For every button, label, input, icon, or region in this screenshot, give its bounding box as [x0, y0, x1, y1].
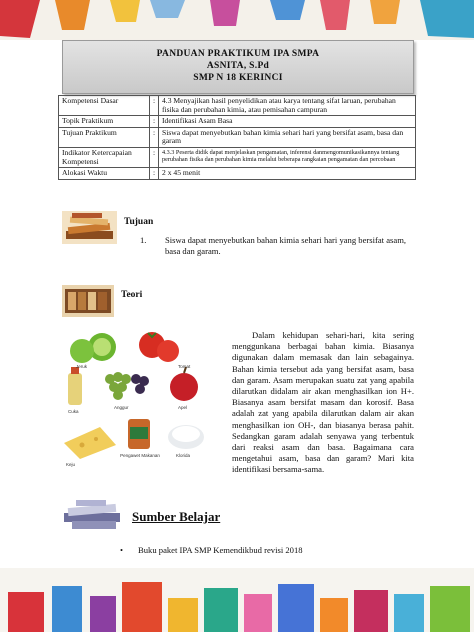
table-value: 2 x 45 menit [159, 168, 416, 180]
table-row [59, 96, 416, 116]
teori-title: Teori [121, 290, 143, 300]
table-separator: : [150, 147, 159, 167]
table-row [59, 127, 416, 147]
table-label: Tujuan Praktikum [59, 127, 150, 147]
table-separator: : [150, 96, 159, 116]
books-icon [62, 285, 114, 317]
bullet: • [120, 545, 124, 555]
sumber-item: Buku paket IPA SMP Kemendikbud revisi 2018 [138, 545, 303, 555]
tujuan-number: 1. [140, 235, 147, 245]
document-header [62, 40, 414, 94]
books-icon [62, 211, 117, 244]
label-tomat: Tomat [178, 364, 191, 369]
tujuan-title: Tujuan [124, 217, 154, 227]
teori-paragraph: Dalam kehidupan sehari-hari, kita sering menggunkana berbagai bahan kimia. Biasanya digunakan dalam memasak dan lain sebagainya. Bahan kimia tersebut ada yang bersifat asam, basa dan garam. Asam merupakan suatu zat yang apabila dilarutkan didalam air akan menghasilkan ion H+. Biasanya asam bersifat masam dan korosif. Basa adalah zat yang apabila dilarutkan dalam air akan menghasilkan ion OH-, dan biasanya berasa pahit. Sedangkan garam adalah senyawa yang terbentuk dari reaksi asam dan basa. Bagaimana cara mengetahui asam, basa dan garam? Mari kita identifikasi bersama-sama. [232, 330, 414, 475]
label-keju: Keju [66, 462, 76, 467]
label-jeruk: Jeruk [76, 364, 88, 369]
table-value: 4.3.3 Peserta didik dapat menjelaskan pengamatan, inferensi danmengomunikasikannya tentang perubahan fisika dan perubahan kimia melalui beberapa rangkaian pengamatan dan percobaan [159, 147, 416, 167]
label-apel: Apel [178, 405, 188, 410]
header-author: ASNITA, S.Pd [206, 61, 270, 71]
table-label: Topik Praktikum [59, 116, 150, 128]
table-row [59, 168, 416, 180]
label-pengawet: Pengawet Makanan [120, 453, 160, 458]
table-row [59, 147, 416, 167]
table-value: Identifikasi Asam Basa [159, 116, 416, 128]
sumber-title: Sumber Belajar [132, 509, 221, 524]
header-school: SMP N 18 KERINCI [193, 73, 283, 83]
acid-base-food-image [60, 327, 225, 477]
label-cuka: Cuka [68, 409, 79, 414]
table-separator: : [150, 116, 159, 128]
table-value: 4.3 Menyajikan hasil penyelidikan atau karya tentang sifat laruan, perubahan fisika dan perubahan kimia, atau pemisahan campuran [159, 96, 416, 116]
label-klorida: Klorida [176, 453, 191, 458]
info-table [58, 95, 416, 180]
table-row [59, 116, 416, 128]
table-label: Kompetensi Dasar [59, 96, 150, 116]
table-value: Siswa dapat menyebutkan bahan kimia sehari hari yang bersifat asam, basa dan garam [159, 127, 416, 147]
table-separator: : [150, 127, 159, 147]
tujuan-item: Siswa dapat menyebutkan bahan kimia sehari hari yang bersifat asam, basa dan garam. [165, 235, 407, 257]
books-icon [62, 497, 122, 533]
table-separator: : [150, 168, 159, 180]
bottom-decoration [0, 568, 474, 632]
header-title: PANDUAN PRAKTIKUM IPA SMPA [156, 49, 320, 59]
table-label: Alokasi Waktu [59, 168, 150, 180]
top-decoration [0, 0, 474, 40]
table-label: Indikator Ketercapaian Kompetensi [59, 147, 150, 167]
label-anggur: Anggur [114, 405, 129, 410]
